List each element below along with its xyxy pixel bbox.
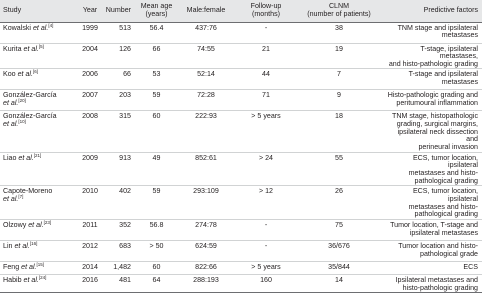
table-row [0,186,482,220]
cell-follow-up: 160 [236,275,296,293]
table-row [0,275,482,293]
cell-year: 2011 [77,220,103,241]
cell-male-female: 288:193 [176,275,236,293]
cell-male-female: 293:109 [176,186,236,220]
table-row [0,220,482,241]
study-et-al: et al. [21,263,37,271]
cell-follow-up: > 5 years [236,262,296,275]
cell-mean-age: 56.8 [137,220,176,241]
cell-year: 2012 [77,241,103,262]
cell-predictive-factors: ECS, tumor location, ipsilateral metastases and histo- pathological grading [382,186,482,220]
table-row [0,90,482,111]
cell-study [0,186,77,220]
study-reference: [15] [36,262,45,267]
study-author: Liao [3,153,19,162]
study-et-al: et al. [23,44,39,53]
cell-clnm: 35/844 [296,262,382,275]
cell-number: 1,482 [103,262,137,275]
study-reference: [23] [43,220,52,225]
table-row [0,262,482,275]
cell-predictive-factors: T-stage, ipsilateral metastases, and histo-pathologic grading [382,43,482,69]
cell-study [0,152,77,186]
study-reference: [4] [48,22,54,28]
header-number: Number [103,0,137,22]
cell-clnm: 18 [296,111,382,152]
cell-study [0,22,77,43]
study-author: Kurita [3,44,24,53]
cell-clnm: 36/676 [296,241,382,262]
header-row [0,0,482,22]
cell-follow-up: 71 [236,90,296,111]
study-et-al: et al. [28,221,44,229]
table-header [0,0,482,22]
cell-study [0,262,77,275]
cell-male-female: 274:78 [176,220,236,241]
cell-follow-up: - [236,220,296,241]
study-et-al: et al. [17,70,33,79]
cell-mean-age: 64 [137,275,176,293]
cell-number: 913 [103,152,137,186]
study-et-al: et al. [3,195,19,204]
cell-number: 352 [103,220,137,241]
study-author: Lin [3,242,15,250]
study-et-al: et al. [3,99,19,108]
cell-clnm: 9 [296,90,382,111]
study-et-al: et al. [14,242,30,250]
cell-mean-age: 66 [137,43,176,69]
cell-predictive-factors: Tumor location and histo- pathological grade [382,241,482,262]
cell-number: 513 [103,22,137,43]
cell-mean-age: > 50 [137,241,176,262]
cell-follow-up: > 24 [236,152,296,186]
study-author: Habib [3,276,24,284]
cell-year: 2007 [77,90,103,111]
study-et-al: et al. [18,153,34,162]
cell-year: 2014 [77,262,103,275]
cell-follow-up: > 12 [236,186,296,220]
cell-predictive-factors: Ipsilateral metastases and histo-pathologic grading [382,275,482,293]
cell-number: 315 [103,111,137,152]
cell-clnm: 38 [296,22,382,43]
study-author: González-García [3,112,57,121]
cell-male-female: 437:76 [176,22,236,43]
cell-follow-up: 21 [236,43,296,69]
cell-study [0,43,77,69]
cell-male-female: 852:61 [176,152,236,186]
cell-male-female: 222:93 [176,111,236,152]
cell-study [0,111,77,152]
header-year: Year [77,0,103,22]
table-row [0,111,482,152]
table-row [0,22,482,43]
cell-year: 2004 [77,43,103,69]
study-author: Olzowy [3,221,29,229]
cell-predictive-factors: ECS, tumor location, ipsilateral metastases and histo- pathological grading [382,152,482,186]
study-author: Koo [3,70,18,79]
cell-predictive-factors: Tumor location, T-stage and ipsilateral metastases [382,220,482,241]
cell-study [0,220,77,241]
study-author: Kowalski [3,23,33,32]
study-author: González-García [3,91,57,100]
cell-year: 2010 [77,186,103,220]
cell-mean-age: 60 [137,111,176,152]
cell-male-female: 74:55 [176,43,236,69]
cell-predictive-factors: T-stage and ipsilateral metastases [382,69,482,90]
table-row [0,69,482,90]
cell-mean-age: 59 [137,90,176,111]
cell-study [0,241,77,262]
cell-number: 402 [103,186,137,220]
header-predictive-factors: Predictive factors [382,0,482,22]
header-male-female: Male:female [176,0,236,22]
study-reference: [24] [38,275,47,280]
study-et-al: et al. [3,120,19,129]
cell-clnm: 7 [296,69,382,90]
cell-number: 481 [103,275,137,293]
cell-study [0,90,77,111]
cell-number: 126 [103,43,137,69]
cell-study [0,69,77,90]
cell-clnm: 55 [296,152,382,186]
header-follow-up: Follow-up (months) [236,0,296,22]
table-row [0,241,482,262]
cell-predictive-factors: TNM stage, histopathologic grading, surgical margins, ipsilateral neck dissection and perineural invasion [382,111,482,152]
study-author: Capote-Moreno [3,187,53,196]
cell-year: 2006 [77,69,103,90]
cell-clnm: 14 [296,275,382,293]
study-reference: [6] [32,69,38,75]
header-clnm: CLNM (number of patients) [296,0,382,22]
cell-number: 203 [103,90,137,111]
table-row [0,43,482,69]
table-body [0,22,482,293]
study-reference: [7] [18,194,24,200]
cell-mean-age: 60 [137,262,176,275]
cell-male-female: 624:59 [176,241,236,262]
study-et-al: et al. [23,276,39,284]
study-reference: [21] [33,152,42,158]
cell-mean-age: 59 [137,186,176,220]
study-reference: [5] [38,43,44,49]
cell-study [0,275,77,293]
table-row [0,152,482,186]
cell-clnm: 75 [296,220,382,241]
cell-follow-up: > 5 years [236,111,296,152]
cell-year: 2009 [77,152,103,186]
cell-year: 2008 [77,111,103,152]
study-author: Feng [3,263,22,271]
study-reference: [16] [29,241,38,246]
cell-predictive-factors: ECS [382,262,482,275]
cell-follow-up: - [236,22,296,43]
cell-follow-up: - [236,241,296,262]
header-mean-age: Mean age (years) [137,0,176,22]
cell-follow-up: 44 [236,69,296,90]
cell-year: 1999 [77,22,103,43]
header-study: Study [0,0,77,22]
study-reference: [10] [18,119,26,125]
cell-clnm: 26 [296,186,382,220]
cell-mean-age: 49 [137,152,176,186]
cell-number: 66 [103,69,137,90]
cell-predictive-factors: TNM stage and ipsilateral metastases [382,22,482,43]
cell-male-female: 52:14 [176,69,236,90]
cell-male-female: 72:28 [176,90,236,111]
study-et-al: et al. [32,23,49,32]
study-reference: [20] [18,98,26,104]
cell-year: 2016 [77,275,103,293]
cell-predictive-factors: Histo-pathologic grading and peritumoural inflammation [382,90,482,111]
cell-male-female: 822:66 [176,262,236,275]
cell-mean-age: 56.4 [137,22,176,43]
cell-number: 683 [103,241,137,262]
cell-mean-age: 53 [137,69,176,90]
cell-clnm: 19 [296,43,382,69]
